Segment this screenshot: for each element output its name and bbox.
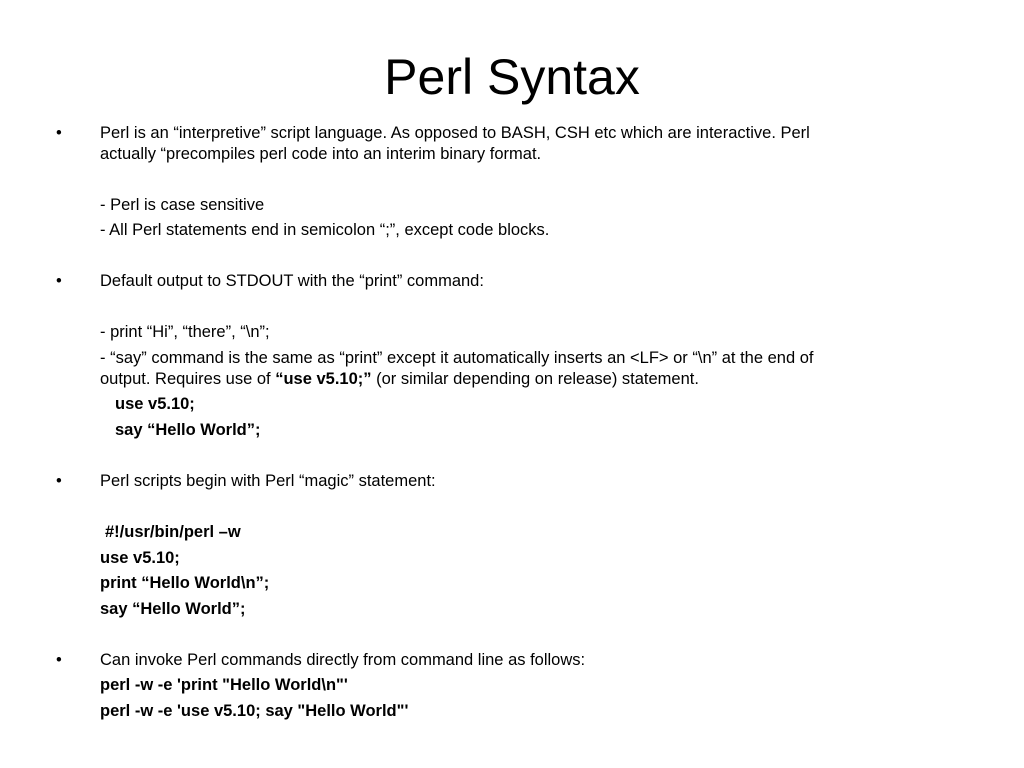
bullet-3-line-1: Perl scripts begin with Perl “magic” statement:	[100, 472, 436, 490]
bullet-2-line-1: Default output to STDOUT with the “print” command:	[100, 272, 484, 290]
bullet-2-sub-3	[100, 369, 699, 390]
bullet-2-sub-3-bold: “use v5.10;”	[275, 370, 372, 388]
bullet-1-glyph: •	[56, 124, 62, 142]
bullet-2-glyph: •	[56, 272, 62, 290]
bullet-1-line-1: Perl is an “interpretive” script language. As opposed to BASH, CSH etc which are interactive. Perl	[100, 124, 810, 142]
bullet-4-glyph: •	[56, 651, 62, 669]
bullet-3-code-2: use v5.10;	[100, 549, 180, 567]
bullet-4-line-1: Can invoke Perl commands directly from command line as follows:	[100, 651, 586, 669]
bullet-3-code-3: print “Hello World\n”;	[100, 574, 270, 592]
bullet-2-code-1: use v5.10;	[115, 395, 195, 413]
bullet-3-glyph: •	[56, 472, 62, 490]
bullet-1-line-2: actually “precompiles perl code into an interim binary format.	[100, 145, 542, 163]
bullet-2-sub-3-post: (or similar depending on release) statement.	[371, 370, 699, 388]
bullet-2-sub-1: - print “Hi”, “there”, “\n”;	[100, 323, 270, 341]
slide-title: Perl Syntax	[384, 49, 640, 105]
bullet-1-sub-1: - Perl is case sensitive	[100, 196, 265, 214]
bullet-4-code-2: perl -w -e 'use v5.10; say "Hello World"'	[100, 702, 409, 720]
bullet-3-code-1: #!/usr/bin/perl –w	[105, 523, 241, 541]
bullet-2-sub-3-pre: output. Requires use of	[100, 370, 276, 388]
bullet-2-code-2: say “Hello World”;	[115, 421, 261, 439]
bullet-4-code-1: perl -w -e 'print "Hello World\n"'	[100, 676, 348, 694]
bullet-3-code-4: say “Hello World”;	[100, 600, 246, 618]
bullet-2-sub-2: - “say” command is the same as “print” except it automatically inserts an <LF> or “\n” at the end of	[100, 349, 814, 367]
bullet-1-sub-2: - All Perl statements end in semicolon “;”, except code blocks.	[100, 221, 550, 239]
